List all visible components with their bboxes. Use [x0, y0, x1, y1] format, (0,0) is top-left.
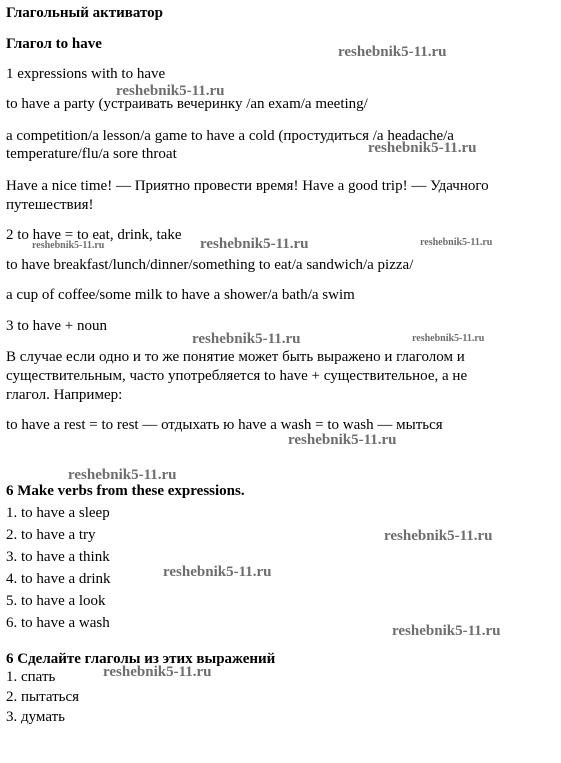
list-item: 4. to have a drink: [6, 571, 111, 587]
watermark: reshebnik5-11.ru: [200, 236, 309, 252]
watermark: reshebnik5-11.ru: [192, 331, 301, 347]
watermark: reshebnik5-11.ru: [420, 237, 493, 248]
page-title: Глагольный активатор: [6, 5, 163, 21]
text-line: путешествия!: [6, 197, 94, 213]
list-item: 5. to have a look: [6, 593, 106, 609]
text-line: Have a nice time! — Приятно провести время! Have a good trip! — Удачного: [6, 178, 489, 194]
text-line: 3 to have + noun: [6, 318, 107, 334]
watermark: reshebnik5-11.ru: [368, 140, 477, 156]
list-item: 2. пытаться: [6, 689, 80, 705]
list-item: 3. to have a think: [6, 549, 110, 565]
watermark: reshebnik5-11.ru: [32, 240, 105, 251]
text-line: 1 expressions with to have: [6, 66, 166, 82]
watermark: reshebnik5-11.ru: [384, 528, 493, 544]
text-line: to have breakfast/lunch/dinner/something to eat/a sandwich/a pizza/: [6, 257, 414, 273]
section-title: Глагол to have: [6, 36, 102, 52]
text-line: 2 to have = to eat, drink, take: [6, 227, 182, 243]
text-line: глагол. Например:: [6, 387, 123, 403]
watermark: reshebnik5-11.ru: [392, 623, 501, 639]
list-item: 1. спать: [6, 669, 56, 685]
watermark: reshebnik5-11.ru: [103, 664, 212, 680]
watermark: reshebnik5-11.ru: [412, 333, 485, 344]
watermark: reshebnik5-11.ru: [163, 564, 272, 580]
text-line: a cup of coffee/some milk to have a shower/a bath/a swim: [6, 287, 355, 303]
text-line: В случае если одно и то же понятие может быть выражено и глаголом и: [6, 349, 465, 365]
list-item: 1. to have a sleep: [6, 505, 110, 521]
text-line: temperature/flu/a sore throat: [6, 146, 177, 162]
list-item: 6. to have a wash: [6, 615, 110, 631]
exercise-title-ru: 6 Сделайте глаголы из этих выражений: [6, 651, 276, 667]
watermark: reshebnik5-11.ru: [288, 432, 397, 448]
watermark: reshebnik5-11.ru: [338, 44, 447, 60]
list-item: 2. to have a try: [6, 527, 96, 543]
watermark: reshebnik5-11.ru: [116, 83, 225, 99]
watermark: reshebnik5-11.ru: [68, 467, 177, 483]
text-line: существительным, часто употребляется to have + существительное, а не: [6, 368, 468, 384]
list-item: 3. думать: [6, 709, 65, 725]
text-line: to have a rest = to rest — отдыхать ю have a wash = to wash — мыться: [6, 417, 443, 433]
text-line: to have a party (устраивать вечеринку /an exam/a meeting/: [6, 96, 368, 112]
text-line: a competition/a lesson/a game to have a cold (простудиться /a headache/a: [6, 128, 454, 144]
exercise-title: 6 Make verbs from these expressions.: [6, 483, 245, 499]
